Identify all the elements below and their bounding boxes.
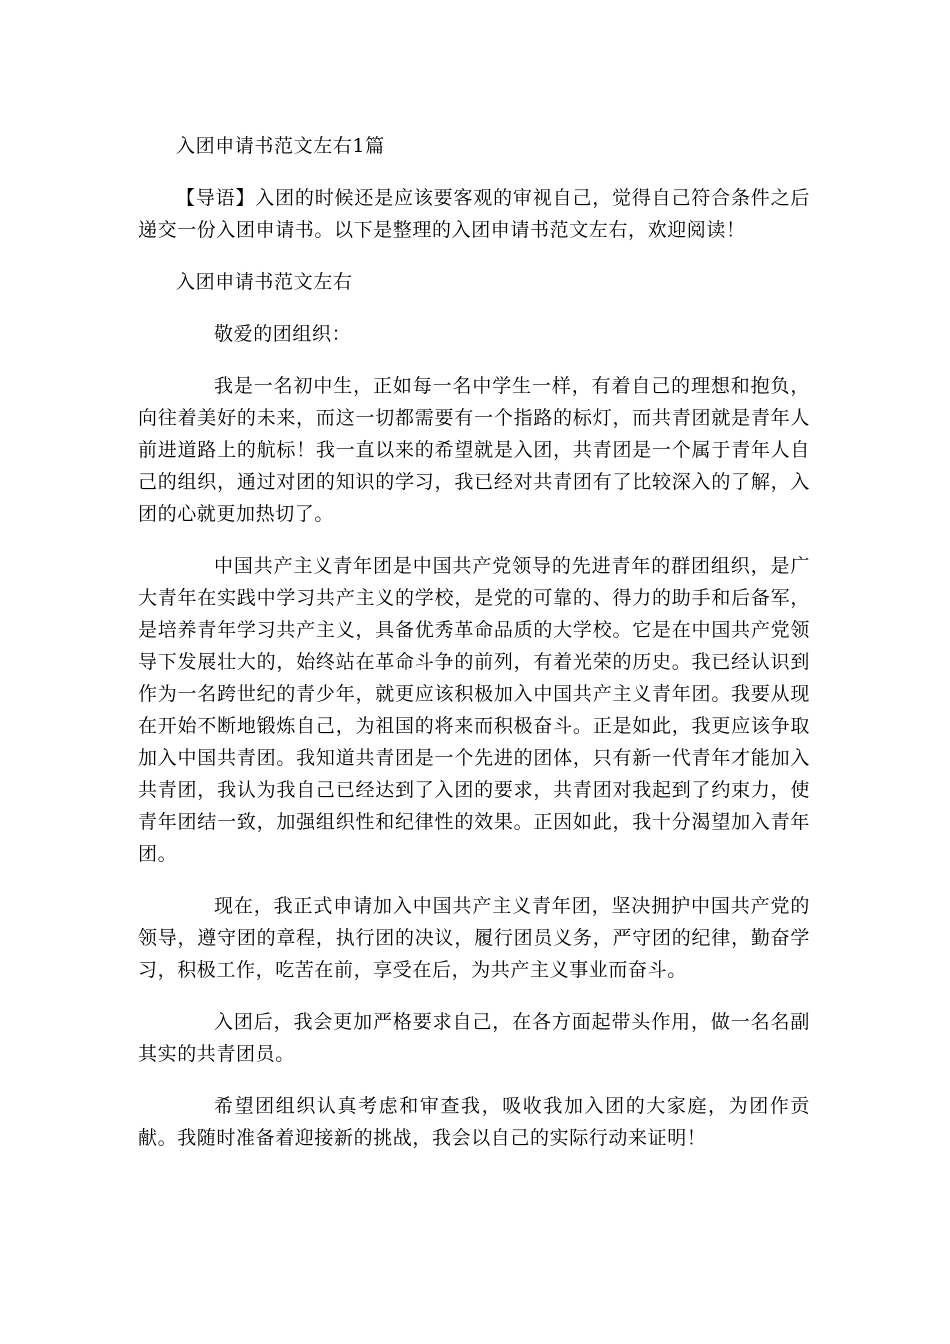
body-paragraph: 入团后，我会更加严格要求自己，在各方面起带头作用，做一名名副其实的共青团员。 [138, 1011, 810, 1065]
body-paragraph: 我是一名初中生，正如每一名中学生一样，有着自己的理想和抱负，向往着美好的未来，而这一切都需要有一个指路的标灯，而共青团就是青年人前进道路上的航标！我一直以来的希望就是入团，共青团是一个属于青年人自己的组织，通过对团的知识的学习，我已经对共青团有了比较深入的了解，入团的心就更加热切了。 [138, 375, 810, 525]
body-paragraph: 希望团组织认真考虑和审查我，吸收我加入团的大家庭，为团作贡献。我随时准备着迎接新的挑战，我会以自己的实际行动来证明！ [138, 1095, 810, 1149]
document-title: 入团申请书范文左右1篇 [176, 135, 385, 157]
document-page [138, 130, 810, 1154]
body-paragraph: 中国共产主义青年团是中国共产党领导的先进青年的群团组织，是广大青年在实践中学习共产主义的学校，是党的可靠的、得力的助手和后备军，是培养青年学习共产主义，具备优秀革命品质的大学校。它是在中国共产党领导下发展壮大的，始终站在革命斗争的前列，有着光荣的历史。我已经认识到作为一名跨世纪的青少年，就更应该积极加入中国共产主义青年团。我要从现在开始不断地锻炼自己，为祖国的将来而积极奋斗。正是如此，我更应该争取加入中国共青团。我知道共青团是一个先进的团体，只有新一代青年才能加入共青团，我认为我自己已经达到了入团的要求，共青团对我起到了约束力，使青年团结一致，加强组织性和纪律性的效果。正因如此，我十分渴望加入青年团。 [138, 555, 810, 865]
intro-paragraph: 【导语】入团的时候还是应该要客观的审视自己，觉得自己符合条件之后递交一份入团申请书。以下是整理的入团申请书范文左右，欢迎阅读！ [138, 187, 810, 241]
body-paragraph: 现在，我正式申请加入中国共产主义青年团，坚决拥护中国共产党的领导，遵守团的章程，执行团的决议，履行团员义务，严守团的纪律，勤奋学习，积极工作，吃苦在前，享受在后，为共产主义事业而奋斗。 [138, 895, 810, 981]
document-subtitle: 入团申请书范文左右 [176, 271, 353, 293]
salutation: 敬爱的团组织： [214, 323, 352, 345]
